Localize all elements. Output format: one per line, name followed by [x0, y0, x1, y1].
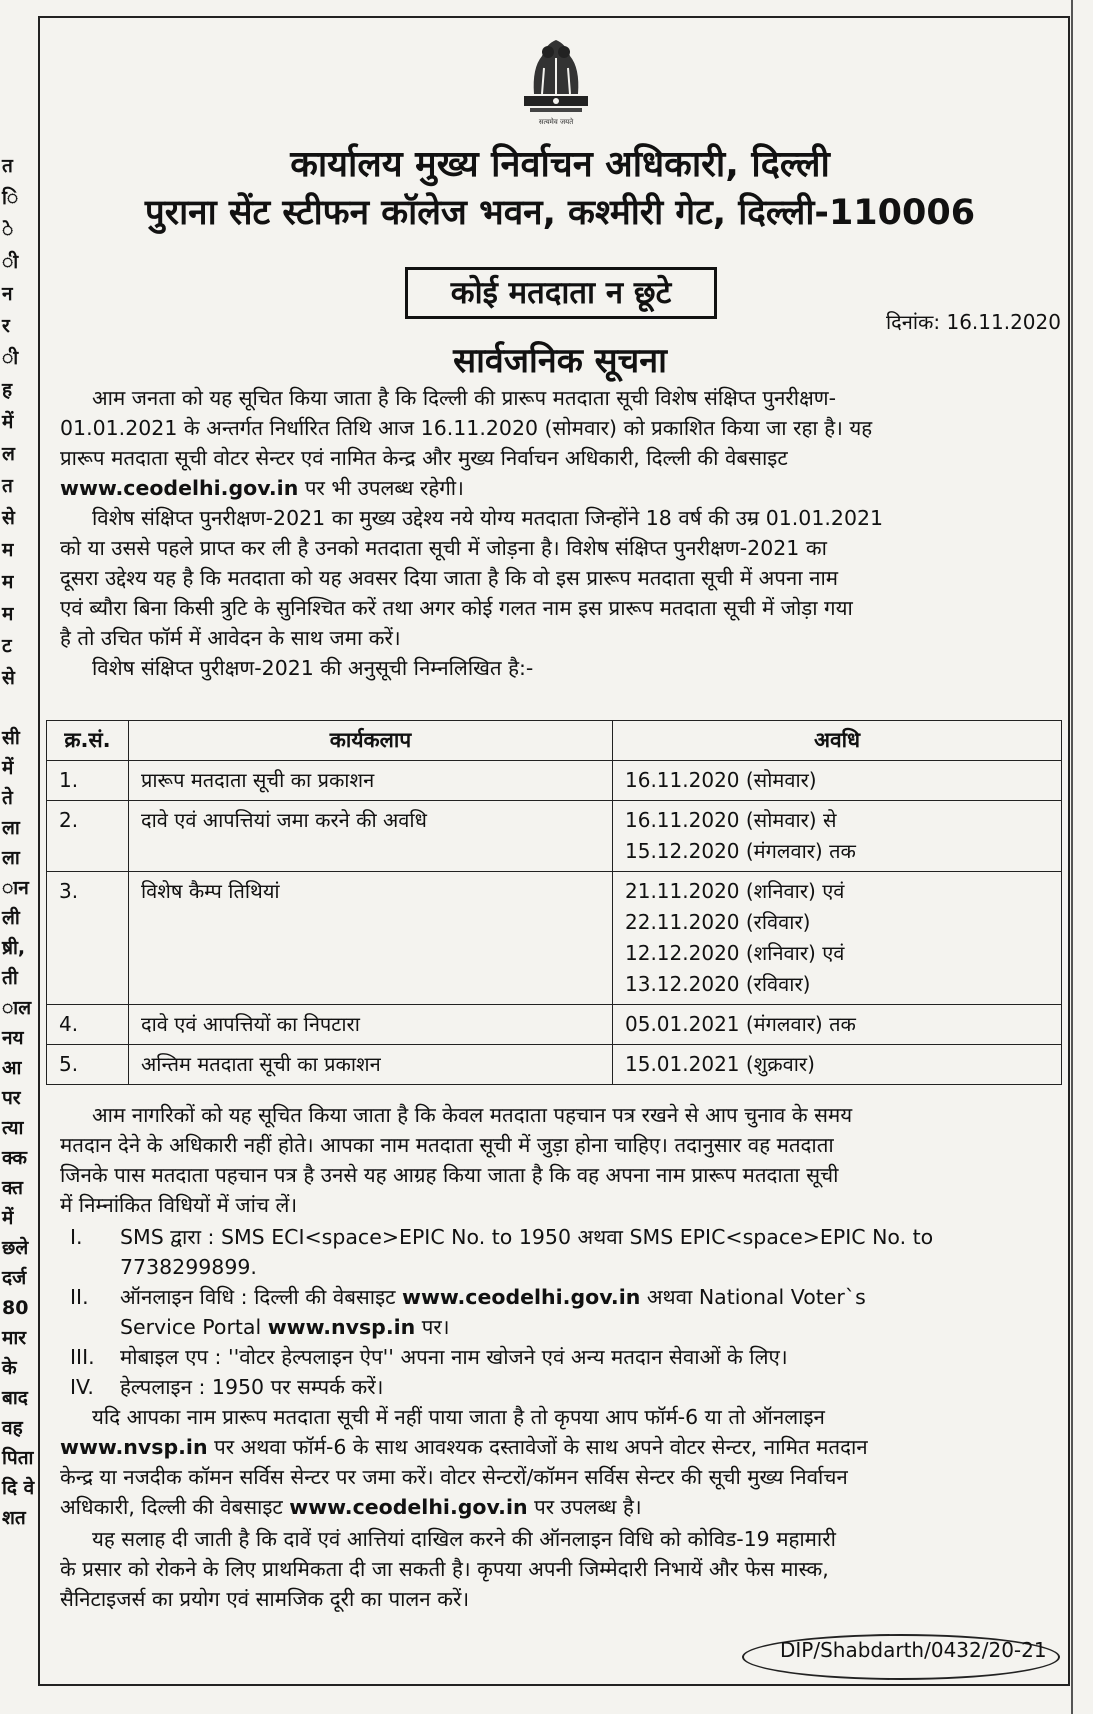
period-cell: [613, 801, 1062, 872]
strip-text: त: [2, 155, 13, 177]
activity-cell: दावे एवं आपत्तियों का निपटारा: [129, 1005, 613, 1045]
paragraph-objective: [60, 503, 1064, 683]
strip-text: नय: [2, 1027, 24, 1049]
strip-text: त्या: [2, 1117, 24, 1139]
strip-text: दि वे: [2, 1477, 35, 1499]
office-name: कार्यालय मुख्य निर्वाचन अधिकारी, दिल्ली: [290, 144, 830, 185]
paragraph-form6: [60, 1402, 1064, 1522]
text-line: में निम्नांकित विधियों में जांच लें।: [60, 1193, 298, 1217]
table-row: [47, 801, 1062, 872]
strip-text: क्त: [2, 1177, 24, 1199]
text-fragment: अथवा National Voter`s: [640, 1285, 866, 1309]
strip-text: मार: [2, 1327, 27, 1349]
list-number: I.: [70, 1225, 83, 1249]
text-line: आम जनता को यह सूचित किया जाता है कि दिल्ली की प्रारूप मतदाता सूची विशेष संक्षिप्त पुनरीक्षण-: [92, 386, 837, 410]
list-number: II.: [70, 1285, 89, 1309]
list-item-mobile-app: [70, 1342, 1060, 1372]
strip-text: में: [2, 411, 14, 433]
strip-text: शत: [2, 1507, 26, 1529]
text-fragment: अधिकारी, दिल्ली की वेबसाइट: [60, 1495, 290, 1519]
period-line: 15.01.2021 (शुक्रवार): [625, 1052, 815, 1076]
table-header-row: [47, 721, 1062, 761]
column-header: अवधि: [613, 721, 1062, 761]
slogan-box: कोई मतदाता न छूटे: [405, 267, 717, 319]
strip-text: सी: [2, 727, 20, 749]
text-line: प्रारूप मतदाता सूची वोटर सेन्टर एवं नामित केन्द्र और मुख्य निर्वाचन अधिकारी, दिल्ली की वेबसाइट: [60, 446, 788, 470]
strip-text: से: [2, 667, 15, 689]
strip-text: ान: [2, 877, 29, 899]
strip-text: में: [2, 1207, 14, 1229]
website-link[interactable]: www.nvsp.in: [267, 1315, 416, 1339]
text-line: 01.01.2021 के अन्तर्गत निर्धारित तिथि आज 16.11.2020 (सोमवार) को प्रकाशित किया जा रहा है। यह: [60, 416, 873, 440]
period-line: 05.01.2021 (मंगलवार) तक: [625, 1012, 856, 1036]
text-line: [120, 1282, 1060, 1312]
strip-text: ाल: [2, 997, 32, 1019]
text-line: केन्द्र या नजदीक कॉमन सर्विस सेन्टर पर जमा करें। वोटर सेन्टरों/कॉमन सर्विस सेन्टर की सूची मुख्य निर्वाचन: [60, 1465, 848, 1489]
website-link[interactable]: www.ceodelhi.gov.in: [289, 1495, 528, 1519]
activity-cell: अन्तिम मतदाता सूची का प्रकाशन: [129, 1045, 613, 1085]
strip-text: ि: [2, 187, 19, 209]
adjacent-column-strip: [0, 0, 36, 1714]
text-line: को या उससे पहले प्राप्त कर ली है उनको मतदाता सूची में जोड़ना है। विशेष संक्षिप्त पुनरीक्षण-2021 का: [60, 536, 827, 560]
text-line: आम नागरिकों को यह सूचित किया जाता है कि केवल मतदाता पहचान पत्र रखने से आप चुनाव के समय: [92, 1103, 853, 1127]
text-line: हेल्पलाइन : 1950 पर सम्पर्क करें।: [120, 1375, 384, 1399]
period-line: 21.11.2020 (शनिवार) एवं: [625, 879, 845, 903]
strip-text: ी: [2, 347, 19, 369]
strip-text: म: [2, 539, 14, 561]
period-line: 13.12.2020 (रविवार): [625, 972, 811, 996]
strip-text: ती: [2, 967, 18, 989]
strip-text: पर: [2, 1087, 21, 1109]
website-link[interactable]: www.nvsp.in: [60, 1435, 208, 1459]
strip-text: बाद: [2, 1387, 28, 1409]
strip-text: ते: [2, 787, 13, 809]
period-line: 12.12.2020 (शनिवार) एवं: [625, 941, 845, 965]
serial-cell: 3.: [47, 872, 129, 1005]
verification-methods-list: [70, 1222, 1060, 1402]
activity-cell: प्रारूप मतदाता सूची का प्रकाशन: [129, 761, 613, 801]
strip-text: वह: [2, 1417, 23, 1439]
text-line: मतदान देने के अधिकारी नहीं होते। आपका नाम मतदाता सूची में जुड़ा होना चाहिए। तदानुसार वह मतदाता: [60, 1133, 834, 1157]
strip-text: ह: [2, 379, 13, 401]
text-line: जिनके पास मतदाता पहचान पत्र है उनसे यह आग्रह किया जाता है कि वह अपना नाम प्रारूप मतदाता सूची: [60, 1163, 839, 1187]
strip-text: ला: [2, 817, 20, 839]
paragraph-voter-id-note: [60, 1100, 1064, 1220]
text-fragment: पर उपलब्ध है।: [527, 1495, 642, 1519]
period-line: 16.11.2020 (सोमवार) से: [625, 808, 837, 832]
emblem-motto: सत्यमेव जयते: [538, 118, 574, 126]
column-header: कार्यकलाप: [129, 721, 613, 761]
text-line: [60, 1492, 1064, 1522]
text-line: यदि आपका नाम प्रारूप मतदाता सूची में नहीं पाया जाता है तो कृपया आप फॉर्म-6 या तो ऑनलाइन: [92, 1405, 825, 1429]
website-link[interactable]: www.ceodelhi.gov.in: [402, 1285, 641, 1309]
ashoka-emblem-icon: [520, 28, 592, 128]
strip-text: क्क: [2, 1147, 27, 1169]
activity-cell: दावे एवं आपत्तियां जमा करने की अवधि: [129, 801, 613, 872]
strip-text: पिता: [2, 1447, 34, 1469]
serial-cell: 5.: [47, 1045, 129, 1085]
strip-text: ल: [2, 443, 15, 465]
text-line: सैनिटाइजर्स का प्रयोग एवं सामजिक दूरी का पालन करें।: [60, 1587, 470, 1611]
text-line: के प्रसार को रोकने के लिए प्राथमिकता दी जा सकती है। कृपया अपनी जिम्मेदारी निभायें और फेस मास्क,: [60, 1557, 829, 1581]
paragraph-intro: [60, 383, 1064, 503]
serial-cell: 4.: [47, 1005, 129, 1045]
table-row: [47, 872, 1062, 1005]
activity-cell: विशेष कैम्प तिथियां: [129, 872, 613, 1005]
strip-text: ष्री,: [2, 937, 26, 959]
office-address: पुराना सेंट स्टीफन कॉलेज भवन, कश्मीरी गेट, दिल्ली-110006: [144, 193, 976, 233]
table-row: [47, 761, 1062, 801]
strip-text: न: [2, 283, 13, 305]
paragraph-covid-advisory: [60, 1524, 1064, 1614]
text-line: [60, 473, 1064, 503]
strip-text: 80: [2, 1297, 29, 1319]
period-line: 22.11.2020 (रविवार): [625, 910, 811, 934]
period-cell: [613, 872, 1062, 1005]
strip-text: ला: [2, 847, 20, 869]
website-link[interactable]: www.ceodelhi.gov.in: [60, 476, 299, 500]
strip-text: छले: [2, 1237, 29, 1259]
strip-text: के: [2, 1357, 17, 1379]
period-line: 16.11.2020 (सोमवार): [625, 768, 817, 792]
text-line: [60, 1432, 1064, 1462]
text-fragment: Service Portal: [120, 1315, 268, 1339]
table-row: [47, 1045, 1062, 1085]
strip-text: म: [2, 571, 14, 593]
table-row: [47, 1005, 1062, 1045]
text-line: यह सलाह दी जाती है कि दावें एवं आत्तियां दाखिल करने की ऑनलाइन विधि को कोविड-19 महामारी: [92, 1527, 836, 1551]
text-line: एवं ब्यौरा बिना किसी त्रुटि के सुनिश्चित करें तथा अगर कोई गलत नाम इस प्रारूप मतदाता सूची में जोड़ा गया: [60, 596, 853, 620]
period-line: 15.12.2020 (मंगलवार) तक: [625, 839, 856, 863]
strip-text: से: [2, 507, 15, 529]
schedule-table: [46, 720, 1062, 1085]
right-column-edge: [1071, 0, 1093, 1714]
text-line: SMS द्वारा : SMS ECI<space>EPIC No. to 1950 अथवा SMS EPIC<space>EPIC No. to: [120, 1225, 934, 1249]
list-item-helpline: [70, 1372, 1060, 1402]
period-cell: [613, 1005, 1062, 1045]
strip-text: ी: [2, 251, 19, 273]
strip-text: म: [2, 603, 14, 625]
strip-text: ट: [2, 635, 12, 657]
list-number: IV.: [70, 1375, 94, 1399]
text-line: [120, 1312, 1060, 1342]
text-line: है तो उचित फॉर्म में आवेदन के साथ जमा करें।: [60, 626, 401, 650]
period-cell: [613, 1045, 1062, 1085]
text-fragment: ऑनलाइन विधि : दिल्ली की वेबसाइट: [120, 1285, 403, 1309]
text-line: 7738299899.: [120, 1255, 257, 1279]
dip-reference: DIP/Shabdarth/0432/20-21: [780, 1638, 1047, 1662]
text-fragment: पर।: [415, 1315, 450, 1339]
text-line: मोबाइल एप : ''वोटर हेल्पलाइन ऐप'' अपना नाम खोजने एवं अन्य मतदान सेवाओं के लिए।: [120, 1345, 788, 1369]
column-header: क्र.सं.: [47, 721, 129, 761]
text-line: विशेष संक्षिप्त पुनरीक्षण-2021 का मुख्य उद्देश्य नये योग्य मतदाता जिन्होंने 18 वर्ष की उम्र 01.01.2021: [92, 506, 884, 530]
notice-date: दिनांक: 16.11.2020: [885, 310, 1061, 334]
strip-text: े: [2, 219, 14, 241]
text-fragment: पर भी उपलब्ध रहेगी।: [298, 476, 464, 500]
strip-text: त: [2, 475, 13, 497]
notice-title: सार्वजनिक सूचना: [453, 341, 667, 381]
strip-text: दर्ज: [2, 1267, 27, 1289]
text-fragment: पर अथवा फॉर्म-6 के साथ आवश्यक दस्तावेजों के साथ अपने वोटर सेन्टर, नामित मतदान: [207, 1435, 868, 1459]
serial-cell: 1.: [47, 761, 129, 801]
list-item-sms: [70, 1222, 1060, 1282]
text-line: दूसरा उद्देश्य यह है कि मतदाता को यह अवसर दिया जाता है कि वो इस प्रारूप मतदाता सूची में अपना नाम: [60, 566, 839, 590]
list-item-online: [70, 1282, 1060, 1342]
schedule-intro: विशेष संक्षिप्त पुरीक्षण-2021 की अनुसूची निम्नलिखित है:-: [92, 656, 534, 680]
strip-text: ली: [2, 907, 20, 929]
strip-text: र: [2, 315, 10, 337]
strip-text: आ: [2, 1057, 22, 1079]
strip-text: में: [2, 757, 14, 779]
period-cell: [613, 761, 1062, 801]
list-number: III.: [70, 1345, 95, 1369]
serial-cell: 2.: [47, 801, 129, 872]
